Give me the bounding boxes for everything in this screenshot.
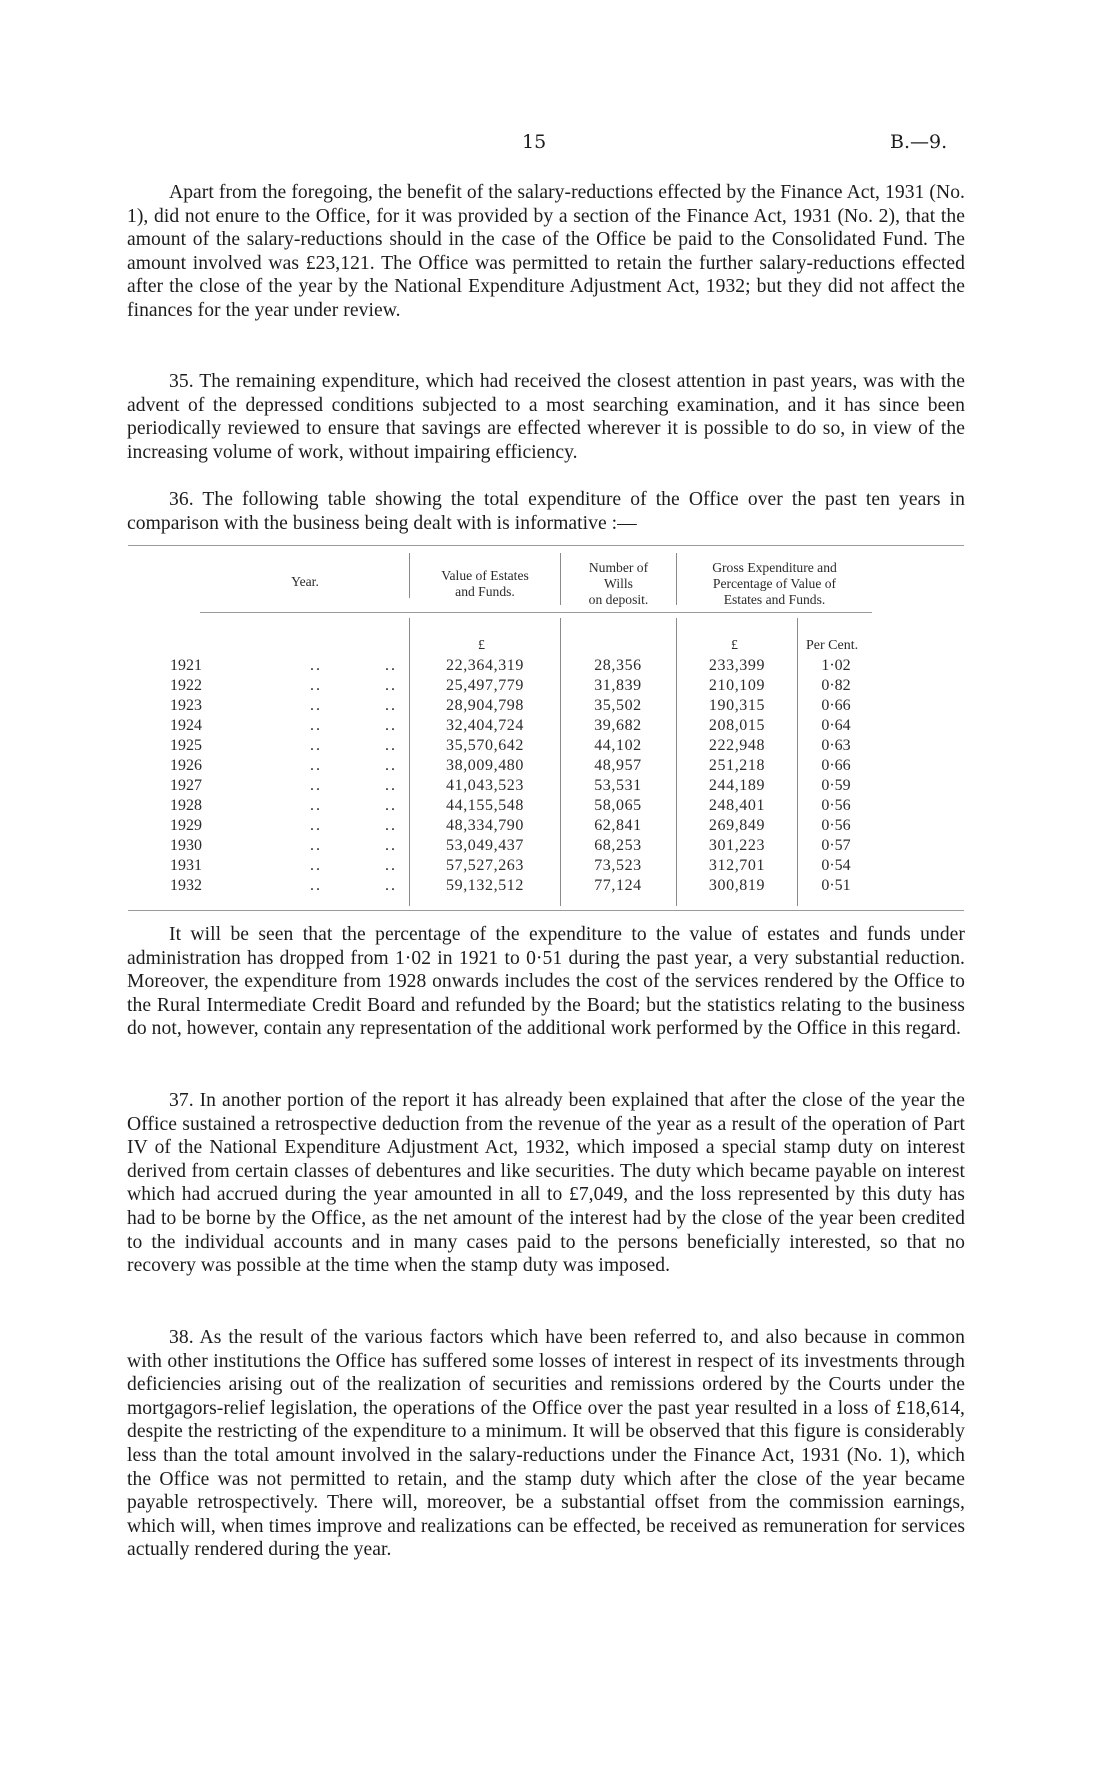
cell-wills: 62,841 <box>594 817 642 834</box>
unit-pound-gross: £ <box>731 638 738 653</box>
header-value-line: Value of Estates <box>441 568 529 583</box>
cell-leader: .. <box>310 657 322 674</box>
cell-gross: 208,015 <box>708 717 766 734</box>
table-row <box>0 736 1114 756</box>
cell-gross: 312,701 <box>708 857 766 874</box>
cell-gross: 244,189 <box>708 777 766 794</box>
cell-leader: .. <box>310 817 322 834</box>
table-row <box>0 876 1114 896</box>
cell-year: 1925 <box>170 737 202 754</box>
cell-wills: 48,957 <box>594 757 642 774</box>
cell-value: 25,497,779 <box>446 677 524 694</box>
cell-year: 1924 <box>170 717 202 734</box>
page-header <box>0 131 1114 155</box>
paragraph-intro <box>127 181 965 323</box>
table-row <box>0 676 1114 696</box>
cell-year: 1928 <box>170 797 202 814</box>
cell-percent: 1·02 <box>821 657 851 674</box>
paragraph-text: 35. The remaining expenditure, which had received the closest attention in past years, was with the advent of the depressed conditions subjected to a most searching examination, and it has since been periodically reviewed to ensure that savings are effected wherever it is possible to do so, in view of the increasing volume of work, without impairing efficiency. <box>127 371 965 463</box>
cell-value: 28,904,798 <box>446 697 524 714</box>
cell-percent: 0·66 <box>821 757 851 774</box>
paragraph-36 <box>127 488 965 535</box>
cell-wills: 35,502 <box>594 697 642 714</box>
cell-percent: 0·64 <box>821 717 851 734</box>
cell-leader: .. <box>310 737 322 754</box>
paragraph-38 <box>127 1326 965 1562</box>
table-top-rule <box>128 545 964 546</box>
header-wills <box>561 560 676 608</box>
cell-leader: .. <box>310 877 322 894</box>
paragraph-35 <box>127 370 965 464</box>
cell-value: 32,404,724 <box>446 717 524 734</box>
cell-leader: .. <box>310 697 322 714</box>
table-row <box>0 856 1114 876</box>
cell-leader: .. <box>385 857 397 874</box>
cell-value: 22,364,319 <box>446 657 524 674</box>
cell-year: 1932 <box>170 877 202 894</box>
cell-wills: 53,531 <box>594 777 642 794</box>
column-divider <box>560 618 561 906</box>
cell-leader: .. <box>310 797 322 814</box>
header-value <box>410 568 560 600</box>
cell-percent: 0·82 <box>821 677 851 694</box>
cell-leader: .. <box>385 657 397 674</box>
cell-leader: .. <box>385 737 397 754</box>
cell-gross: 301,223 <box>708 837 766 854</box>
header-separator-rule <box>200 612 872 613</box>
cell-year: 1927 <box>170 777 202 794</box>
paragraph-text: 38. As the result of the various factors which have been referred to, and also because in common with other institutions the Office has suffered some losses of interest in respect of its investments through deficiencies arising out of the realization of securities and remissions ordered by the Courts under the mortgagors-relief legislation, the operations of the Office over the past year resulted in a loss of £18,614, despite the restricting of the expenditure to a minimum. It will be observed that this figure is considerably less than the total amount involved in the salary-reductions under the Finance Act, 1931 (No. 1), which the Office was not permitted to retain, and the stamp duty which after the close of the year became payable retrospectively. There will, moreover, be a substantial offset from the commission earnings, which will, when times improve and realizations can be effected, be received as remuneration for services actually rendered during the year. <box>127 1327 965 1561</box>
cell-wills: 73,523 <box>594 857 642 874</box>
cell-wills: 58,065 <box>594 797 642 814</box>
cell-leader: .. <box>385 777 397 794</box>
cell-gross: 190,315 <box>708 697 766 714</box>
header-value-line: and Funds. <box>455 584 515 599</box>
unit-percent: Per Cent. <box>806 638 859 653</box>
column-divider <box>797 618 798 906</box>
column-divider <box>676 553 677 605</box>
header-wills-line: on deposit. <box>588 592 649 607</box>
cell-wills: 31,839 <box>594 677 642 694</box>
cell-percent: 0·66 <box>821 697 851 714</box>
cell-leader: .. <box>385 797 397 814</box>
table-row <box>0 776 1114 796</box>
cell-wills: 44,102 <box>594 737 642 754</box>
header-gross <box>677 560 872 608</box>
cell-leader: .. <box>310 717 322 734</box>
cell-year: 1930 <box>170 837 202 854</box>
cell-gross: 269,849 <box>708 817 766 834</box>
cell-gross: 248,401 <box>708 797 766 814</box>
cell-value: 35,570,642 <box>446 737 524 754</box>
cell-leader: .. <box>310 757 322 774</box>
table-row <box>0 716 1114 736</box>
header-year: Year. <box>291 574 319 589</box>
cell-year: 1921 <box>170 657 202 674</box>
cell-value: 41,043,523 <box>446 777 524 794</box>
cell-percent: 0·51 <box>821 877 851 894</box>
document-reference: B.—9. <box>890 131 948 153</box>
table-row <box>0 836 1114 856</box>
cell-percent: 0·54 <box>821 857 851 874</box>
cell-leader: .. <box>385 837 397 854</box>
paragraph-text: 37. In another portion of the report it has already been explained that after the close of the year the Office sustained a retrospective deduction from the revenue of the year as a result of the operation of Part IV of the National Expenditure Adjustment Act, 1932, which imposed a special stamp duty on interest derived from certain classes of debentures and like securities. The duty which became payable on interest which had accrued during the year amounted in all to £7,049, and the loss represented by this duty has had to be borne by the Office, as the net amount of the interest had by the close of the year been credited to the individual accounts and in many cases paid to the persons beneficially interested, so that no recovery was possible at the time when the stamp duty was imposed. <box>127 1090 965 1277</box>
cell-wills: 39,682 <box>594 717 642 734</box>
cell-wills: 77,124 <box>594 877 642 894</box>
cell-leader: .. <box>385 757 397 774</box>
cell-value: 57,527,263 <box>446 857 524 874</box>
column-divider <box>409 553 410 598</box>
cell-wills: 28,356 <box>594 657 642 674</box>
paragraph-text: 36. The following table showing the total expenditure of the Office over the past ten years in comparison with the business being dealt with is informative :— <box>127 489 965 534</box>
cell-value: 59,132,512 <box>446 877 524 894</box>
cell-year: 1923 <box>170 697 202 714</box>
table-row <box>0 756 1114 776</box>
cell-value: 48,334,790 <box>446 817 524 834</box>
paragraph-37 <box>127 1089 965 1278</box>
cell-gross: 233,399 <box>708 657 766 674</box>
column-divider <box>409 618 410 906</box>
paragraph-text: It will be seen that the percentage of the expenditure to the value of estates and funds under administration has dropped from 1·02 in 1921 to 0·51 during the past year, a very substantial reduction. Moreover, the expenditure from 1928 onwards includes the cost of the services rendered by the Office to the Rural Intermediate Credit Board and refunded by the Board; but the statistics relating to the business do not, however, contain any representation of the additional work performed by the Office in this regard. <box>127 924 965 1040</box>
cell-gross: 251,218 <box>708 757 766 774</box>
header-wills-line: Wills <box>604 576 633 591</box>
cell-percent: 0·63 <box>821 737 851 754</box>
cell-gross: 222,948 <box>708 737 766 754</box>
cell-percent: 0·57 <box>821 837 851 854</box>
cell-leader: .. <box>385 817 397 834</box>
cell-wills: 68,253 <box>594 837 642 854</box>
page-number: 15 <box>522 131 547 153</box>
table-row <box>0 796 1114 816</box>
cell-year: 1926 <box>170 757 202 774</box>
cell-value: 53,049,437 <box>446 837 524 854</box>
header-gross-line: Gross Expenditure and <box>712 560 837 575</box>
header-wills-line: Number of <box>588 560 649 575</box>
cell-percent: 0·56 <box>821 817 851 834</box>
cell-gross: 300,819 <box>708 877 766 894</box>
cell-value: 38,009,480 <box>446 757 524 774</box>
cell-percent: 0·59 <box>821 777 851 794</box>
cell-year: 1931 <box>170 857 202 874</box>
cell-leader: .. <box>385 677 397 694</box>
unit-pound-value: £ <box>478 638 485 653</box>
cell-leader: .. <box>385 697 397 714</box>
cell-year: 1922 <box>170 677 202 694</box>
cell-leader: .. <box>385 877 397 894</box>
header-gross-line: Estates and Funds. <box>723 592 826 607</box>
cell-leader: .. <box>310 677 322 694</box>
cell-leader: .. <box>310 777 322 794</box>
cell-leader: .. <box>310 857 322 874</box>
cell-year: 1929 <box>170 817 202 834</box>
table-bottom-rule <box>128 910 964 911</box>
cell-percent: 0·56 <box>821 797 851 814</box>
paragraph-after-table <box>127 923 965 1041</box>
table-row <box>0 656 1114 676</box>
table-row <box>0 696 1114 716</box>
cell-value: 44,155,548 <box>446 797 524 814</box>
header-gross-line: Percentage of Value of <box>712 576 837 591</box>
column-divider <box>676 618 677 906</box>
cell-gross: 210,109 <box>708 677 766 694</box>
cell-leader: .. <box>310 837 322 854</box>
paragraph-text: Apart from the foregoing, the benefit of the salary-reductions effected by the Finance Act, 1931 (No. 1), did not enure to the Office, for it was provided by a section of the Finance Act, 1931 (No. 2), that the amount of the salary-reductions should in the case of the Office be paid to the Consolidated Fund. The amount involved was £23,121. The Office was permitted to retain the further salary-reductions effected after the close of the year by the National Expenditure Adjustment Act, 1932; but they did not affect the finances for the year under review. <box>127 182 965 321</box>
cell-leader: .. <box>385 717 397 734</box>
table-row <box>0 816 1114 836</box>
column-divider <box>560 553 561 605</box>
